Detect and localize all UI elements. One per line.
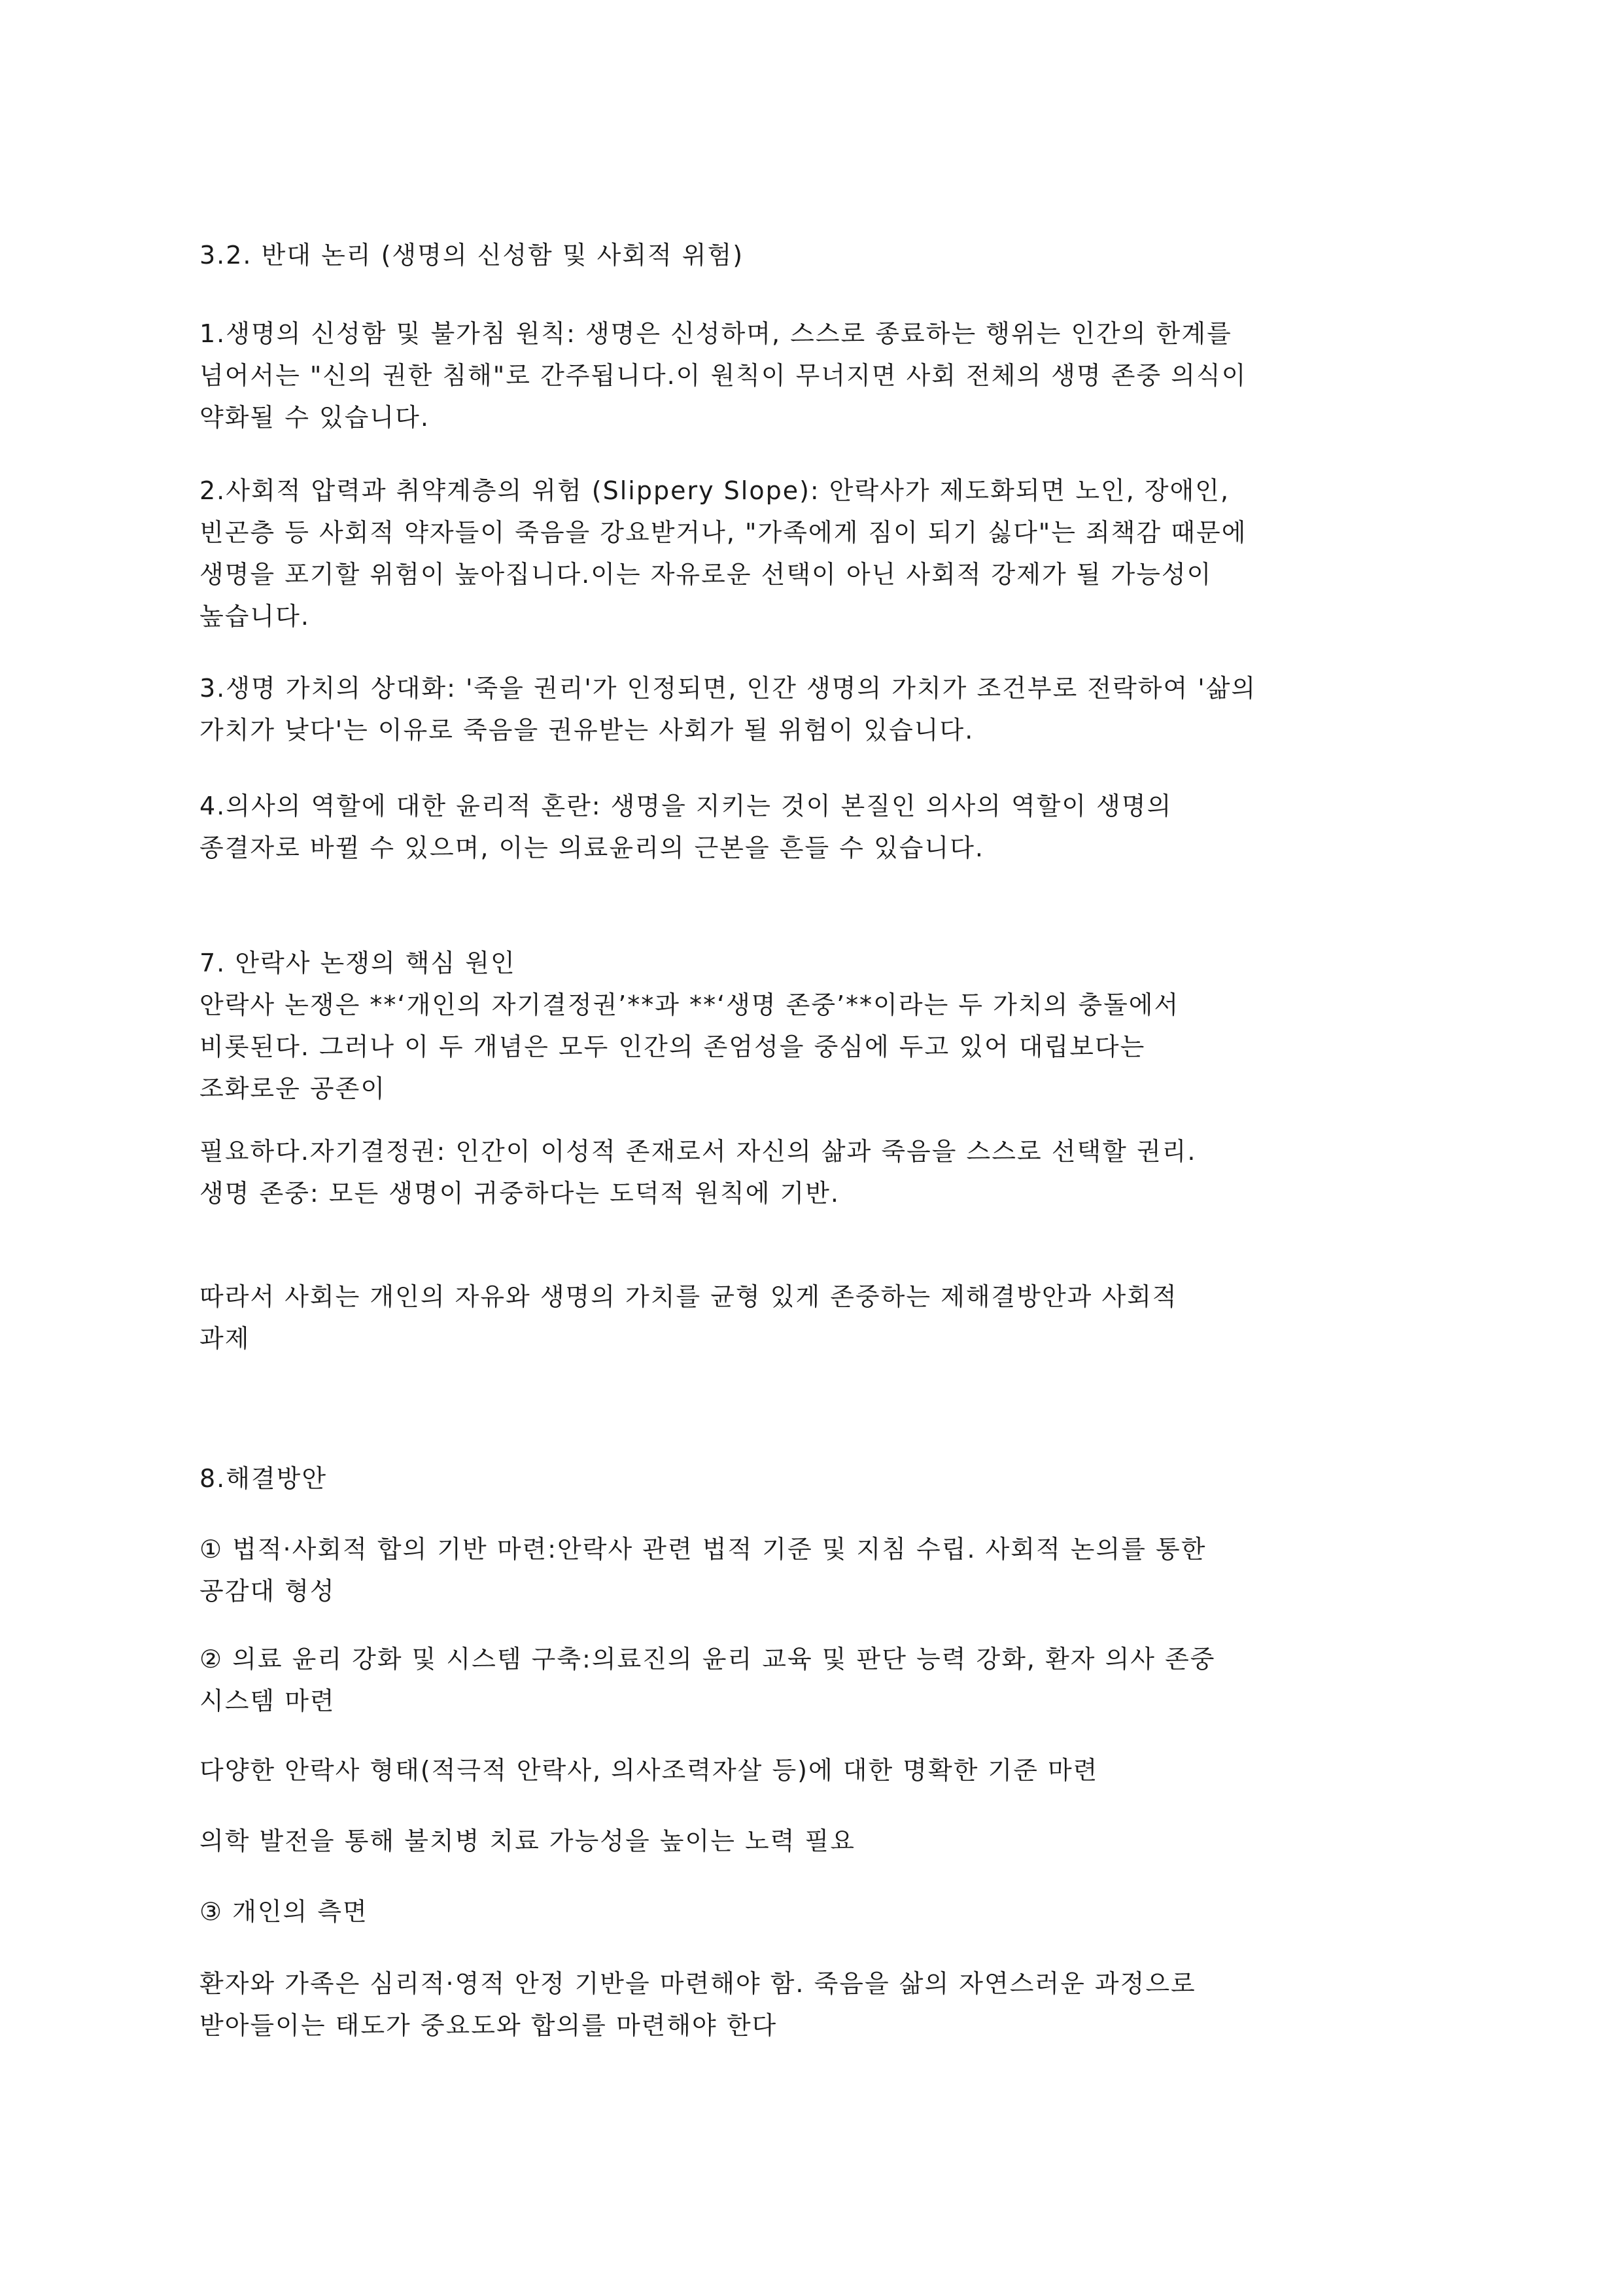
section-7-body-3: 따라서 사회는 개인의 자유와 생명의 가치를 균형 있게 존중하는 제해결방안과 사회적 과제 — [199, 1282, 1178, 1353]
paragraph-point-2: 2.사회적 압력과 취약계층의 위험 (Slippery Slope): 안락사가 제도화되면 노인, 장애인, 빈곤층 등 사회적 약자들이 죽음을 강요받거나, "가족에게 짐이 되기 싫다"는 죄책감 때문에 생명을 포기할 위험이 높아집니다.이는 자유로운 선택이 아닌 사회적 강제가 될 가능성이 높습니다. — [199, 476, 1247, 631]
solution-line-b: 의학 발전을 통해 불치병 치료 가능성을 높이는 노력 필요 — [199, 1827, 855, 1855]
solution-item-1: ① 법적·사회적 합의 기반 마련:안락사 관련 법적 기준 및 지침 수립. 사회적 논의를 통한 공감대 형성 — [199, 1535, 1207, 1605]
section-7-heading: 7. 안락사 논쟁의 핵심 원인 — [199, 949, 516, 977]
solution-line-a: 다양한 안락사 형태(적극적 안락사, 의사조력자살 등)에 대한 명확한 기준 마련 — [199, 1756, 1099, 1785]
solution-item-3: ③ 개인의 측면 — [199, 1897, 368, 1926]
section-7-body-2: 필요하다.자기결정권: 인간이 이성적 존재로서 자신의 삶과 죽음을 스스로 선택할 권리. 생명 존중: 모든 생명이 귀중하다는 도덕적 원칙에 기반. — [199, 1137, 1197, 1208]
solution-item-2: ② 의료 윤리 강화 및 시스템 구축:의료진의 윤리 교육 및 판단 능력 강화, 환자 의사 존중 시스템 마련 — [199, 1645, 1216, 1715]
section-7-body-1: 안락사 논쟁은 **‘개인의 자기결정권’**과 **‘생명 존중’**이라는 두 가치의 충돌에서 비롯된다. 그러나 이 두 개념은 모두 인간의 존엄성을 중심에 두고 있어 대립보다는 조화로운 공존이 — [199, 990, 1180, 1103]
paragraph-point-1: 1.생명의 신성함 및 불가침 원칙: 생명은 신성하며, 스스로 종료하는 행위는 인간의 한계를 넘어서는 "신의 권한 침해"로 간주됩니다.이 원칙이 무너지면 사회 전체의 생명 존중 의식이 약화될 수 있습니다. — [199, 319, 1247, 432]
section-8-heading: 8.해결방안 — [199, 1464, 328, 1493]
paragraph-point-3: 3.생명 가치의 상대화: '죽을 권리'가 인정되면, 인간 생명의 가치가 조건부로 전락하여 '삶의 가치가 낮다'는 이유로 죽음을 권유받는 사회가 될 위험이 있습니다. — [199, 674, 1257, 745]
paragraph-point-4: 4.의사의 역할에 대한 윤리적 혼란: 생명을 지키는 것이 본질인 의사의 역할이 생명의 종결자로 바뀔 수 있으며, 이는 의료윤리의 근본을 흔들 수 있습니다. — [199, 792, 1173, 862]
solution-line-c: 환자와 가족은 심리적·영적 안정 기반을 마련해야 함. 죽음을 삶의 자연스러운 과정으로 받아들이는 태도가 중요도와 합의를 마련해야 한다 — [199, 1969, 1196, 2040]
section-3-2-heading: 3.2. 반대 논리 (생명의 신성함 및 사회적 위험) — [199, 241, 744, 270]
